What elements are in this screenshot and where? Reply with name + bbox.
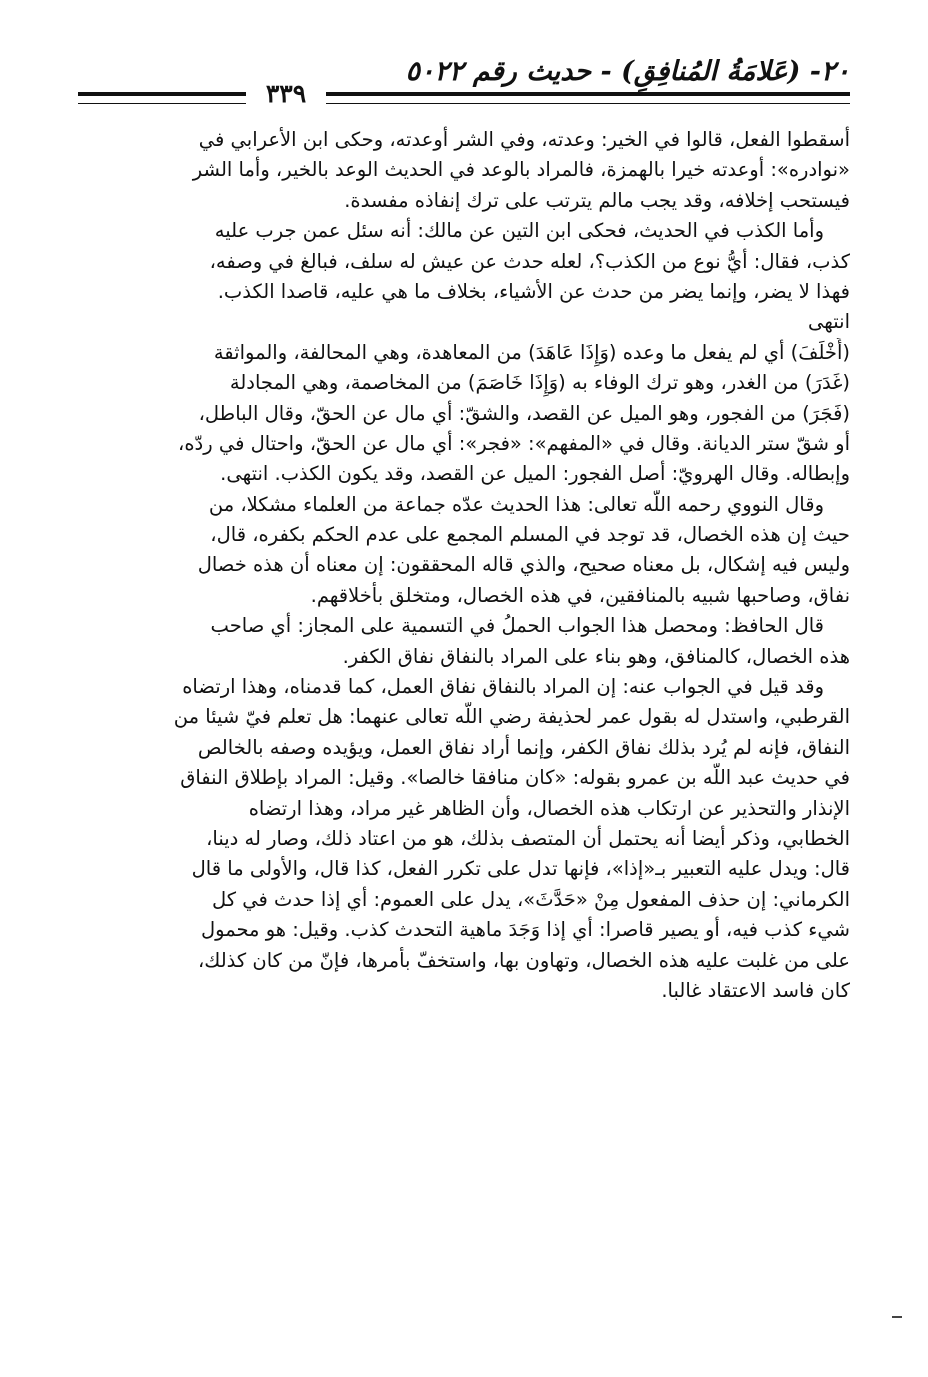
text-line: وقد قيل في الجواب عنه: إن المراد بالنفاق نفاق العمل، كما قدمناه، وهذا ارتضاه bbox=[182, 675, 824, 699]
text-line: وليس فيه إشكال، بل معناه صحيح، والذي قاله المحققون: إن معناه أن هذه خصال bbox=[197, 553, 850, 577]
text-line: فهذا لا يضر، وإنما يضر من حدث عن الأشياء، بخلاف ما هي عليه، قاصدا الكذب. bbox=[217, 279, 850, 303]
text-line: أسقطوا الفعل، قالوا في الخير: وعدته، وفي الشر أوعدته، وحكى ابن الأعرابي في bbox=[198, 128, 850, 151]
text-line: على من غلبت عليه هذه الخصال، وتهاون بها، واستخفّ بأمرها، فإنّ من كان كذلك، bbox=[197, 948, 850, 972]
scan-mark bbox=[892, 1316, 902, 1318]
text-line: وأما الكذب في الحديث، فحكى ابن التين عن مالك: أنه سئل عمن جرب عليه bbox=[214, 219, 824, 243]
text-line: انتهى bbox=[808, 310, 850, 334]
text-line: كان فاسد الاعتقاد غالبا. bbox=[661, 978, 850, 1002]
text-line: شيء كذب فيه، أو يصير قاصرا: أي إذا وَجَدَ ماهية التحدث كذب. وقيل: هو محمول bbox=[200, 918, 850, 942]
body-text bbox=[80, 125, 850, 1006]
text-line: (فَجَرَ) من الفجور، وهو الميل عن القصد، والشقّ: أي مال عن الحقّ، وقال الباطل، bbox=[198, 401, 850, 425]
text-line: النفاق، فإنه لم يُرد بذلك نفاق الكفر، وإنما أراد نفاق العمل، ويؤيده وصفه بالخالص bbox=[197, 735, 850, 759]
text-line: (أَخْلَفَ) أي لم يفعل ما وعده (وَإِذَا عَاهَدَ) من المعاهدة، وهي المحالفة، والمواثقة bbox=[213, 340, 850, 364]
text-line: وإبطاله. وقال الهرويّ: أصل الفجور: الميل عن القصد، وقد يكون الكذب. انتهى. bbox=[220, 462, 850, 486]
running-title: ٢٠- (عَلامَةُ المُنافِقِ) - حديث رقم ٥٠٢٢ bbox=[405, 56, 850, 87]
text-line: نفاق، وصاحبها شبيه بالمنافقين، في هذه الخصال، ومتخلق بأخلاقهم. bbox=[310, 583, 850, 607]
page-header bbox=[78, 52, 850, 112]
text-line: الكرماني: إن حذف المفعول مِنْ «حَدَّثَ»، يدل على العموم: أي إذا حدث في كل bbox=[212, 887, 850, 911]
text-line: في حديث عبد اللّه بن عمرو بقوله: «كان منافقا خالصا». وقيل: المراد بإطلاق النفاق bbox=[180, 766, 850, 790]
header-double-rule bbox=[315, 92, 850, 104]
page-number: ٣٣٩ bbox=[246, 74, 326, 114]
text-line: «نوادره»: أوعدته خيرا بالهمزة، فالمراد بالوعد في الحديث الوعد بالخير، وأما الشر bbox=[192, 158, 850, 182]
text-line: قال: ويدل عليه التعبير بـ«إذا»، فإنها تدل على تكرر الفعل، كذا قال، والأولى ما قال bbox=[191, 857, 850, 881]
text-line: فيستحب إخلافه، وقد يجب مالم يترتب على ترك إنفاذه مفسدة. bbox=[344, 188, 850, 212]
text-line: القرطبي، واستدل له بقول عمر لحذيفة رضي اللّه تعالى عنهما: هل تعلم فيّ شيئا من bbox=[173, 705, 850, 729]
text-line: الإنذار والتحذير عن ارتكاب هذه الخصال، وأن الظاهر غير مراد، وهذا ارتضاه bbox=[248, 796, 850, 820]
text-line: كذب، فقال: أيُّ نوع من الكذب؟، لعله حدث عن عيش له سلف، فبالغ في وصفه، bbox=[209, 249, 850, 273]
text-line: الخطابي، وذكر أيضا أنه يحتمل أن المتصف بذلك، هو من اعتاد ذلك، وصار له دينا، bbox=[206, 826, 850, 850]
text-line: حيث إن هذه الخصال، قد توجد في المسلم المجمع على عدم الحكم بكفره، قال، bbox=[210, 523, 850, 547]
text-line: أو شقّ ستر الديانة. وقال في «المفهم»: «فجر»: أي مال عن الحقّ، واحتال في ردّه، bbox=[178, 431, 850, 455]
text-line: وقال النووي رحمه اللّه تعالى: هذا الحديث عدّه جماعة من العلماء مشكلا، من bbox=[208, 492, 824, 516]
header-double-rule-short bbox=[78, 92, 246, 104]
text-line: قال الحافظ: ومحصل هذا الجواب الحملُ في التسمية على المجاز: أي صاحب bbox=[210, 614, 824, 638]
text-line: (غَدَرَ) من الغدر، وهو ترك الوفاء به (وَإِذَا خَاصَمَ) من المخاصمة، وهي المجادلة bbox=[229, 371, 850, 395]
text-line: هذه الخصال، كالمنافق، وهو بناء على المراد بالنفاق نفاق الكفر. bbox=[342, 644, 850, 668]
